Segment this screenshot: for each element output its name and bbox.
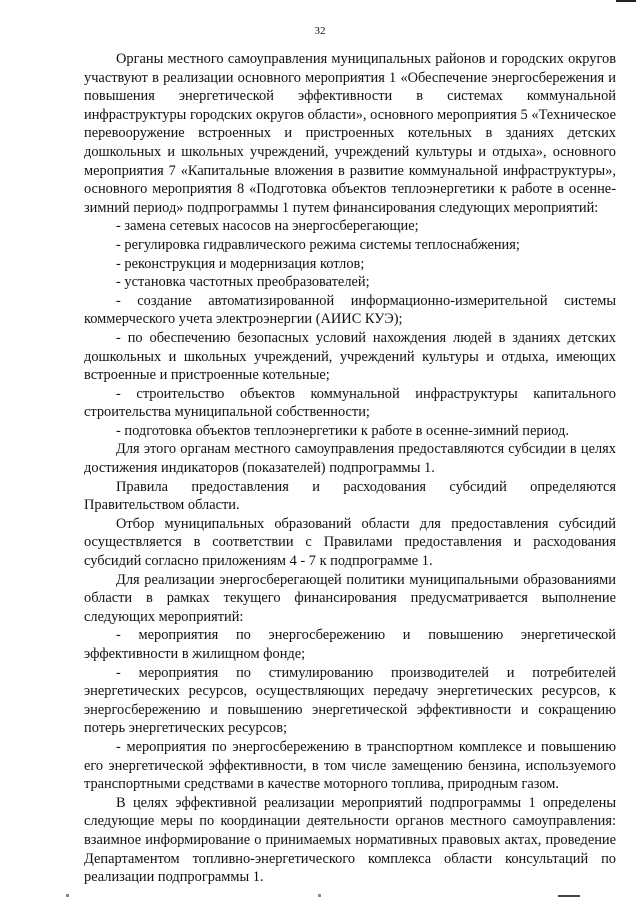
- list-item: - создание автоматизированной информационно-измерительной системы коммерческого учета электроэнергии (АИИС КУЭ);: [84, 292, 616, 328]
- list-item: - установка частотных преобразователей;: [116, 274, 370, 291]
- paragraph: Для этого органам местного самоуправления предоставляются субсидии в целях достижения индикаторов (показателей) подпрограммы 1.: [84, 441, 616, 477]
- scan-mark: [616, 0, 636, 2]
- list-item: - подготовка объектов теплоэнергетики к работе в осенне-зимний период.: [116, 422, 569, 439]
- list-item: - по обеспечению безопасных условий нахождения людей в зданиях детских дошкольных и школьных учреждений, учреждений культуры и отдыха, имеющих встроенные и пристроенные котельные;: [84, 329, 616, 384]
- scan-mark: [558, 895, 580, 897]
- scan-speck: [66, 894, 69, 897]
- list-item: - реконструкция и модернизация котлов;: [116, 255, 365, 272]
- paragraph: Отбор муниципальных образований области для предоставления субсидий осуществляется в соответствии с Правилами предоставления и расходования субсидий согласно приложениям 4 - 7 к подпрограмме 1.: [84, 515, 616, 570]
- paragraph: В целях эффективной реализации мероприятий подпрограммы 1 определены следующие меры по координации деятельности органов местного самоуправления: взаимное информирование о принимаемых нормативных правовых актах, проведение Департаментом топливно-энергетического комплекса области консультаций по реализации подпрограммы 1.: [84, 794, 616, 886]
- document-body: [84, 50, 616, 887]
- paragraph: Органы местного самоуправления муниципальных районов и городских округов участвуют в реализации основного мероприятия 1 «Обеспечение энергосбережения и повышения энергетической эффективности в системах коммунальной инфраструктуры городских округов области», основного мероприятия 5 «Техническое перевооружение встроенных и пристроенных котельных в зданиях детских дошкольных и школьных учреждений, учреждений культуры и отдыха», основного мероприятия 7 «Капитальные вложения в развитие коммунальной инфраструктуры», основного мероприятия 8 «Подготовка объектов теплоэнергетики к работе в осенне-зимний период» подпрограммы 1 путем финансирования следующих мероприятий:: [84, 51, 616, 216]
- list-item: - мероприятия по стимулированию производителей и потребителей энергетических ресурсов, осуществляющих передачу энергетических ресурсов, к энергосбережению и повышению энергетической эффективности и сокращению потерь энергетических ресурсов;: [84, 664, 616, 737]
- list-item: - мероприятия по энергосбережению и повышению энергетической эффективности в жилищном фонде;: [84, 627, 616, 662]
- paragraph: Правила предоставления и расходования субсидий определяются Правительством области.: [84, 478, 616, 514]
- scan-speck: [318, 894, 321, 897]
- page-number: 32: [314, 25, 326, 37]
- list-item: - строительство объектов коммунальной инфраструктуры капитального строительства муниципальной собственности;: [84, 385, 616, 421]
- paragraph: Для реализации энергосберегающей политики муниципальными образованиями области в рамках текущего финансирования предусматривается выполнение следующих мероприятий:: [84, 571, 616, 625]
- list-item: - замена сетевых насосов на энергосберегающие;: [116, 218, 419, 235]
- list-item: - мероприятия по энергосбережению в транспортном комплексе и повышению его энергетической эффективности, в том числе замещению бензина, используемого транспортными средствами в качестве моторного топлива, природным газом.: [84, 738, 616, 793]
- list-item: - регулировка гидравлического режима системы теплоснабжения;: [116, 236, 520, 253]
